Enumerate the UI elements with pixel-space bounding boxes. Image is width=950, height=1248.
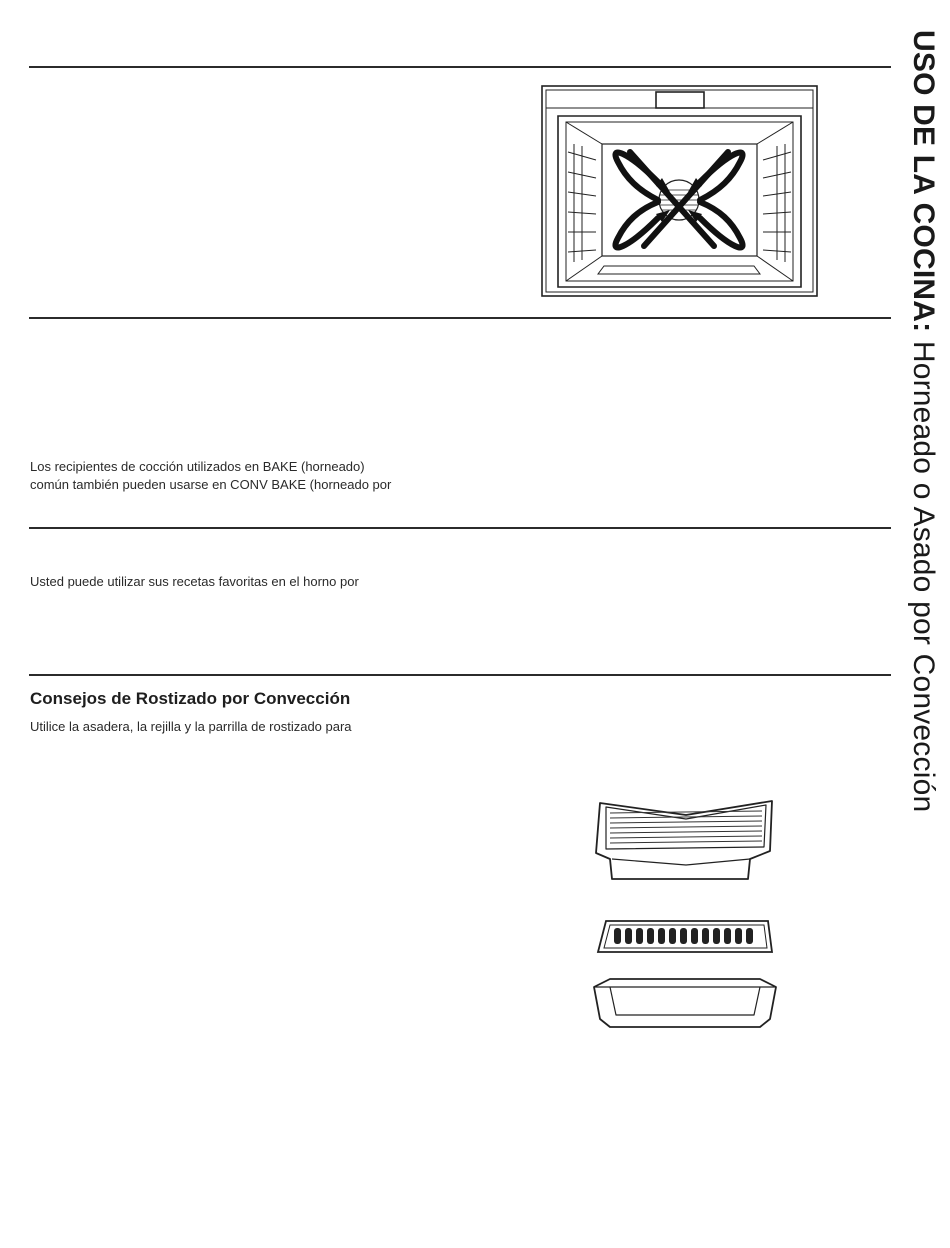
- bakeware-text-line-1: Los recipientes de cocción utilizados en BAKE (horneado): [30, 459, 365, 474]
- side-title-bold: USO DE LA COCINA:: [907, 30, 940, 333]
- roasting-tips-heading: Consejos de Rostizado por Convección: [30, 689, 351, 708]
- section-divider-2: [29, 317, 891, 319]
- section-divider-4: [29, 674, 891, 676]
- side-title: [903, 30, 943, 812]
- roasting-rack-icon: [592, 793, 780, 885]
- side-title-light: Horneado o Asado por Convección: [907, 332, 940, 813]
- broiler-pan-icon: [590, 975, 780, 1031]
- roasting-text-line-1: Utilice la asadera, la rejilla y la parrilla de rostizado para: [30, 719, 352, 734]
- convection-oven-illustration: [538, 82, 821, 300]
- broiler-grid-icon: [596, 918, 774, 956]
- recipes-text-line-1: Usted puede utilizar sus recetas favoritas en el horno por: [30, 574, 359, 589]
- section-divider-3: [29, 527, 891, 529]
- section-divider-1: [29, 66, 891, 68]
- bakeware-text-line-2: común también pueden usarse en CONV BAKE (horneado por: [30, 477, 392, 492]
